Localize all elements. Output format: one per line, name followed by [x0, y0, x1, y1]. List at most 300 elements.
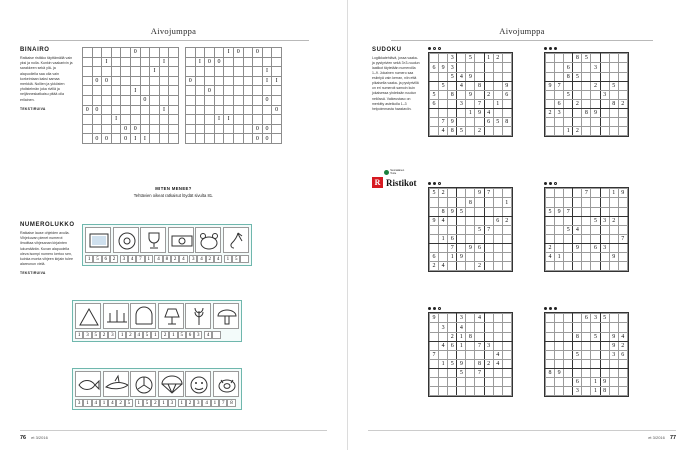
binairo-cell[interactable] [150, 95, 160, 105]
binairo-cell[interactable] [83, 134, 93, 144]
binairo-cell[interactable] [150, 134, 160, 144]
sudoku-cell[interactable]: 8 [502, 118, 511, 127]
sudoku-cell[interactable]: 6 [564, 63, 573, 72]
sudoku-cell[interactable] [555, 323, 564, 332]
sudoku-cell[interactable] [457, 262, 466, 271]
binairo-cell[interactable] [253, 86, 263, 96]
sudoku-cell[interactable] [439, 108, 448, 117]
sudoku-cell[interactable] [546, 323, 555, 332]
sudoku-cell[interactable] [546, 359, 555, 368]
binairo-cell[interactable] [92, 95, 102, 105]
binairo-cell[interactable] [102, 124, 112, 134]
sudoku-cell[interactable] [618, 225, 627, 234]
sudoku-cell[interactable] [430, 118, 439, 127]
sudoku-grid[interactable] [544, 187, 629, 272]
sudoku-cell[interactable] [582, 216, 591, 225]
binairo-cell[interactable] [159, 134, 169, 144]
sudoku-cell[interactable]: 9 [457, 359, 466, 368]
binairo-cell[interactable] [150, 115, 160, 125]
numerolukko-answer-cell[interactable]: 4 [204, 331, 212, 339]
sudoku-cell[interactable] [439, 253, 448, 262]
binairo-cell[interactable] [243, 67, 253, 77]
sudoku-cell[interactable] [493, 207, 502, 216]
sudoku-cell[interactable] [600, 323, 609, 332]
binairo-cell[interactable] [140, 124, 150, 134]
sudoku-cell[interactable] [502, 225, 511, 234]
sudoku-cell[interactable] [555, 225, 564, 234]
sudoku-cell[interactable] [493, 387, 502, 396]
binairo-cell[interactable] [121, 67, 131, 77]
sudoku-cell[interactable] [591, 234, 600, 243]
sudoku-cell[interactable] [564, 198, 573, 207]
binairo-cell[interactable]: 0 [262, 124, 272, 134]
binairo-cell[interactable] [140, 105, 150, 115]
sudoku-cell[interactable] [448, 323, 457, 332]
sudoku-cell[interactable] [582, 387, 591, 396]
sudoku-cell[interactable] [609, 243, 618, 252]
sudoku-cell[interactable]: 7 [475, 368, 484, 377]
sudoku-cell[interactable]: 6 [430, 63, 439, 72]
sudoku-cell[interactable] [475, 387, 484, 396]
sudoku-cell[interactable] [609, 314, 618, 323]
binairo-cell[interactable] [243, 57, 253, 67]
binairo-cell[interactable] [185, 57, 195, 67]
binairo-cell[interactable] [262, 105, 272, 115]
sudoku-cell[interactable] [466, 253, 475, 262]
sudoku-cell[interactable] [573, 207, 582, 216]
numerolukko-answer-cell[interactable]: 1 [169, 331, 177, 339]
sudoku-cell[interactable] [439, 54, 448, 63]
sudoku-cell[interactable]: 2 [546, 243, 555, 252]
binairo-cell[interactable] [185, 115, 195, 125]
sudoku-cell[interactable]: 5 [564, 225, 573, 234]
binairo-cell[interactable] [185, 86, 195, 96]
sudoku-cell[interactable] [457, 54, 466, 63]
sudoku-cell[interactable] [582, 253, 591, 262]
sudoku-cell[interactable] [600, 99, 609, 108]
sudoku-cell[interactable] [591, 127, 600, 136]
sudoku-cell[interactable] [582, 332, 591, 341]
binairo-cell[interactable] [150, 86, 160, 96]
sudoku-cell[interactable] [555, 378, 564, 387]
numerolukko-answer-cell[interactable]: 4 [214, 255, 222, 263]
binairo-cell[interactable]: 0 [121, 124, 131, 134]
numerolukko-answer-cell[interactable]: 1 [100, 399, 108, 407]
binairo-cell[interactable] [92, 86, 102, 96]
sudoku-cell[interactable]: 1 [555, 253, 564, 262]
sudoku-cell[interactable]: 6 [493, 216, 502, 225]
sudoku-cell[interactable] [502, 341, 511, 350]
sudoku-cell[interactable] [564, 243, 573, 252]
binairo-cell[interactable] [272, 95, 282, 105]
sudoku-cell[interactable]: 7 [582, 189, 591, 198]
sudoku-cell[interactable]: 9 [466, 90, 475, 99]
binairo-cell[interactable] [272, 48, 282, 58]
sudoku-cell[interactable] [546, 54, 555, 63]
sudoku-cell[interactable]: 2 [475, 127, 484, 136]
sudoku-cell[interactable] [582, 234, 591, 243]
sudoku-cell[interactable]: 7 [439, 118, 448, 127]
sudoku-cell[interactable] [430, 368, 439, 377]
sudoku-cell[interactable]: 3 [591, 314, 600, 323]
sudoku-cell[interactable] [457, 378, 466, 387]
sudoku-cell[interactable] [609, 378, 618, 387]
sudoku-cell[interactable]: 6 [591, 243, 600, 252]
sudoku-cell[interactable] [546, 378, 555, 387]
sudoku-cell[interactable]: 9 [466, 72, 475, 81]
sudoku-cell[interactable] [439, 225, 448, 234]
sudoku-cell[interactable] [600, 332, 609, 341]
sudoku-cell[interactable] [430, 72, 439, 81]
sudoku-cell[interactable] [430, 81, 439, 90]
sudoku-cell[interactable] [430, 378, 439, 387]
sudoku-cell[interactable]: 7 [475, 341, 484, 350]
binairo-cell[interactable] [111, 105, 121, 115]
numerolukko-answer-cell[interactable]: 5 [125, 399, 133, 407]
sudoku-cell[interactable] [591, 99, 600, 108]
sudoku-cell[interactable] [502, 189, 511, 198]
sudoku-cell[interactable] [475, 207, 484, 216]
sudoku-cell[interactable] [573, 118, 582, 127]
binairo-cell[interactable]: 0 [130, 48, 140, 58]
binairo-cell[interactable] [169, 105, 179, 115]
sudoku-cell[interactable] [502, 54, 511, 63]
sudoku-cell[interactable] [484, 207, 493, 216]
binairo-cell[interactable] [159, 115, 169, 125]
sudoku-cell[interactable] [457, 387, 466, 396]
binairo-cell[interactable] [92, 48, 102, 58]
sudoku-cell[interactable]: 6 [430, 253, 439, 262]
sudoku-cell[interactable] [475, 54, 484, 63]
sudoku-cell[interactable] [430, 198, 439, 207]
numerolukko-answer-cell[interactable]: 2 [100, 331, 108, 339]
sudoku-cell[interactable] [502, 207, 511, 216]
binairo-cell[interactable] [150, 48, 160, 58]
sudoku-cell[interactable] [573, 63, 582, 72]
numerolukko-answer-cell[interactable]: 7 [136, 255, 144, 263]
sudoku-cell[interactable] [439, 99, 448, 108]
binairo-cell[interactable]: 0 [253, 134, 263, 144]
sudoku-cell[interactable] [600, 207, 609, 216]
sudoku-cell[interactable] [546, 99, 555, 108]
sudoku-cell[interactable] [582, 368, 591, 377]
sudoku-cell[interactable] [484, 234, 493, 243]
binairo-cell[interactable]: 0 [205, 57, 215, 67]
sudoku-cell[interactable]: 9 [546, 81, 555, 90]
sudoku-cell[interactable]: 8 [609, 99, 618, 108]
sudoku-cell[interactable]: 6 [618, 350, 627, 359]
sudoku-cell[interactable] [457, 118, 466, 127]
sudoku-cell[interactable]: 6 [430, 99, 439, 108]
sudoku-cell[interactable] [582, 359, 591, 368]
sudoku-cell[interactable] [564, 253, 573, 262]
sudoku-cell[interactable] [609, 225, 618, 234]
numerolukko-answer-cell[interactable]: 2 [206, 255, 214, 263]
sudoku-cell[interactable] [573, 198, 582, 207]
sudoku-cell[interactable] [582, 341, 591, 350]
binairo-cell[interactable] [224, 57, 234, 67]
sudoku-cell[interactable] [573, 314, 582, 323]
binairo-cell[interactable] [150, 76, 160, 86]
binairo-cell[interactable]: 0 [92, 76, 102, 86]
sudoku-cell[interactable] [466, 234, 475, 243]
sudoku-cell[interactable]: 9 [555, 207, 564, 216]
sudoku-cell[interactable] [618, 108, 627, 117]
sudoku-cell[interactable] [502, 368, 511, 377]
sudoku-cell[interactable] [591, 262, 600, 271]
binairo-cell[interactable]: 0 [272, 105, 282, 115]
binairo-cell[interactable] [243, 124, 253, 134]
sudoku-cell[interactable] [564, 81, 573, 90]
sudoku-cell[interactable] [502, 332, 511, 341]
binairo-cell[interactable] [233, 124, 243, 134]
sudoku-cell[interactable] [484, 216, 493, 225]
binairo-cell[interactable] [83, 86, 93, 96]
sudoku-cell[interactable] [484, 350, 493, 359]
sudoku-cell[interactable] [448, 198, 457, 207]
sudoku-cell[interactable] [484, 253, 493, 262]
binairo-cell[interactable] [185, 134, 195, 144]
sudoku-cell[interactable] [457, 90, 466, 99]
sudoku-cell[interactable]: 3 [448, 54, 457, 63]
sudoku-cell[interactable] [448, 216, 457, 225]
sudoku-cell[interactable]: 2 [484, 359, 493, 368]
binairo-cell[interactable]: I [159, 57, 169, 67]
sudoku-cell[interactable]: 9 [448, 207, 457, 216]
sudoku-cell[interactable]: 2 [430, 262, 439, 271]
sudoku-cell[interactable] [582, 90, 591, 99]
binairo-cell[interactable] [83, 76, 93, 86]
sudoku-cell[interactable] [609, 108, 618, 117]
sudoku-cell[interactable] [484, 127, 493, 136]
sudoku-cell[interactable] [600, 262, 609, 271]
sudoku-cell[interactable]: 4 [573, 225, 582, 234]
sudoku-cell[interactable]: 1 [439, 234, 448, 243]
sudoku-cell[interactable]: 8 [475, 359, 484, 368]
sudoku-cell[interactable]: 5 [582, 54, 591, 63]
sudoku-cell[interactable] [609, 63, 618, 72]
sudoku-cell[interactable]: 5 [448, 72, 457, 81]
sudoku-cell[interactable] [448, 368, 457, 377]
numerolukko-answer-cell[interactable]: 2 [110, 255, 118, 263]
sudoku-cell[interactable] [600, 118, 609, 127]
binairo-cell[interactable]: I [130, 86, 140, 96]
binairo-cell[interactable]: 0 [214, 57, 224, 67]
sudoku-cell[interactable] [484, 81, 493, 90]
sudoku-cell[interactable]: 6 [484, 118, 493, 127]
sudoku-cell[interactable]: 9 [555, 368, 564, 377]
sudoku-cell[interactable]: 7 [555, 81, 564, 90]
sudoku-cell[interactable] [564, 189, 573, 198]
sudoku-cell[interactable] [475, 234, 484, 243]
sudoku-cell[interactable] [573, 81, 582, 90]
sudoku-cell[interactable] [555, 216, 564, 225]
sudoku-cell[interactable] [502, 262, 511, 271]
binairo-cell[interactable] [140, 76, 150, 86]
binairo-cell[interactable] [233, 86, 243, 96]
sudoku-cell[interactable]: 9 [475, 189, 484, 198]
sudoku-cell[interactable] [502, 108, 511, 117]
sudoku-cell[interactable]: 4 [439, 127, 448, 136]
binairo-cell[interactable] [111, 57, 121, 67]
numerolukko-answer-cell[interactable]: 3 [83, 331, 91, 339]
binairo-cell[interactable] [111, 48, 121, 58]
sudoku-cell[interactable] [546, 198, 555, 207]
binairo-cell[interactable] [224, 134, 234, 144]
sudoku-cell[interactable]: 9 [591, 108, 600, 117]
sudoku-cell[interactable] [564, 314, 573, 323]
sudoku-cell[interactable]: 3 [591, 63, 600, 72]
sudoku-cell[interactable]: 9 [618, 189, 627, 198]
sudoku-cell[interactable] [439, 314, 448, 323]
sudoku-cell[interactable] [466, 359, 475, 368]
sudoku-cell[interactable]: 8 [573, 54, 582, 63]
sudoku-cell[interactable] [484, 243, 493, 252]
binairo-cell[interactable] [121, 105, 131, 115]
binairo-cell[interactable]: 0 [262, 134, 272, 144]
sudoku-cell[interactable] [439, 72, 448, 81]
sudoku-cell[interactable] [493, 63, 502, 72]
sudoku-cell[interactable]: 2 [609, 216, 618, 225]
sudoku-cell[interactable] [493, 243, 502, 252]
sudoku-cell[interactable] [600, 72, 609, 81]
sudoku-cell[interactable] [582, 207, 591, 216]
sudoku-cell[interactable] [448, 189, 457, 198]
binairo-cell[interactable]: I [262, 67, 272, 77]
sudoku-cell[interactable] [493, 368, 502, 377]
sudoku-cell[interactable] [546, 63, 555, 72]
sudoku-cell[interactable]: 1 [439, 359, 448, 368]
sudoku-cell[interactable] [466, 262, 475, 271]
binairo-cell[interactable]: 0 [205, 86, 215, 96]
sudoku-cell[interactable] [546, 72, 555, 81]
binairo-cell[interactable] [233, 95, 243, 105]
sudoku-cell[interactable] [493, 341, 502, 350]
sudoku-cell[interactable] [502, 72, 511, 81]
sudoku-cell[interactable]: 6 [475, 243, 484, 252]
binairo-cell[interactable] [253, 67, 263, 77]
binairo-cell[interactable] [195, 76, 205, 86]
sudoku-cell[interactable] [600, 234, 609, 243]
binairo-cell[interactable] [233, 134, 243, 144]
sudoku-cell[interactable] [609, 207, 618, 216]
sudoku-cell[interactable] [564, 118, 573, 127]
sudoku-cell[interactable] [582, 198, 591, 207]
sudoku-cell[interactable] [591, 72, 600, 81]
sudoku-cell[interactable] [484, 332, 493, 341]
sudoku-cell[interactable] [600, 359, 609, 368]
binairo-cell[interactable] [214, 124, 224, 134]
numerolukko-answer-cell[interactable]: 5 [232, 255, 240, 263]
sudoku-cell[interactable]: 5 [573, 72, 582, 81]
sudoku-cell[interactable] [430, 323, 439, 332]
sudoku-cell[interactable] [475, 90, 484, 99]
sudoku-cell[interactable] [466, 99, 475, 108]
sudoku-cell[interactable] [582, 323, 591, 332]
sudoku-cell[interactable] [564, 378, 573, 387]
binairo-cell[interactable] [224, 105, 234, 115]
binairo-cell[interactable] [159, 124, 169, 134]
sudoku-cell[interactable] [618, 314, 627, 323]
sudoku-cell[interactable] [448, 99, 457, 108]
binairo-cell[interactable]: I [262, 76, 272, 86]
sudoku-cell[interactable]: 1 [591, 387, 600, 396]
sudoku-cell[interactable] [502, 359, 511, 368]
binairo-cell[interactable] [102, 67, 112, 77]
sudoku-cell[interactable] [591, 359, 600, 368]
binairo-cell[interactable] [169, 115, 179, 125]
sudoku-cell[interactable]: 7 [475, 99, 484, 108]
binairo-cell[interactable]: 0 [253, 124, 263, 134]
sudoku-cell[interactable] [555, 314, 564, 323]
sudoku-cell[interactable] [564, 54, 573, 63]
numerolukko-answer-cell[interactable]: 1 [159, 399, 167, 407]
binairo-cell[interactable]: I [214, 115, 224, 125]
sudoku-cell[interactable] [600, 341, 609, 350]
binairo-cell[interactable]: I [224, 48, 234, 58]
sudoku-cell[interactable] [564, 323, 573, 332]
binairo-cell[interactable] [205, 124, 215, 134]
sudoku-cell[interactable]: 4 [457, 72, 466, 81]
binairo-cell[interactable] [121, 115, 131, 125]
binairo-cell[interactable] [243, 48, 253, 58]
binairo-cell[interactable] [214, 95, 224, 105]
sudoku-cell[interactable] [582, 127, 591, 136]
sudoku-cell[interactable] [600, 63, 609, 72]
binairo-cell[interactable] [214, 76, 224, 86]
sudoku-cell[interactable] [609, 234, 618, 243]
sudoku-cell[interactable] [600, 108, 609, 117]
binairo-cell[interactable] [140, 67, 150, 77]
binairo-cell[interactable] [83, 67, 93, 77]
sudoku-cell[interactable] [502, 323, 511, 332]
sudoku-cell[interactable]: 3 [439, 323, 448, 332]
sudoku-cell[interactable]: 9 [430, 216, 439, 225]
binairo-cell[interactable] [150, 57, 160, 67]
sudoku-cell[interactable] [609, 127, 618, 136]
binairo-cell[interactable] [111, 67, 121, 77]
binairo-cell[interactable] [195, 105, 205, 115]
sudoku-cell[interactable] [555, 332, 564, 341]
sudoku-cell[interactable] [493, 332, 502, 341]
sudoku-cell[interactable] [591, 253, 600, 262]
binairo-cell[interactable] [272, 57, 282, 67]
sudoku-cell[interactable]: 1 [591, 378, 600, 387]
sudoku-cell[interactable]: 9 [502, 81, 511, 90]
numerolukko-answer-cell[interactable]: 1 [85, 255, 93, 263]
sudoku-cell[interactable]: 1 [609, 189, 618, 198]
binairo-cell[interactable] [233, 57, 243, 67]
sudoku-cell[interactable] [484, 378, 493, 387]
sudoku-cell[interactable]: 3 [609, 350, 618, 359]
sudoku-cell[interactable] [618, 118, 627, 127]
sudoku-cell[interactable]: 4 [618, 332, 627, 341]
sudoku-cell[interactable] [546, 332, 555, 341]
sudoku-cell[interactable] [502, 378, 511, 387]
binairo-cell[interactable] [224, 124, 234, 134]
sudoku-cell[interactable] [475, 72, 484, 81]
binairo-cell[interactable] [214, 48, 224, 58]
sudoku-cell[interactable] [430, 207, 439, 216]
sudoku-cell[interactable]: 5 [457, 127, 466, 136]
sudoku-cell[interactable] [600, 54, 609, 63]
sudoku-cell[interactable] [582, 118, 591, 127]
sudoku-cell[interactable] [555, 63, 564, 72]
binairo-cell[interactable]: I [272, 76, 282, 86]
sudoku-cell[interactable] [493, 127, 502, 136]
sudoku-cell[interactable] [466, 387, 475, 396]
sudoku-cell[interactable] [600, 350, 609, 359]
